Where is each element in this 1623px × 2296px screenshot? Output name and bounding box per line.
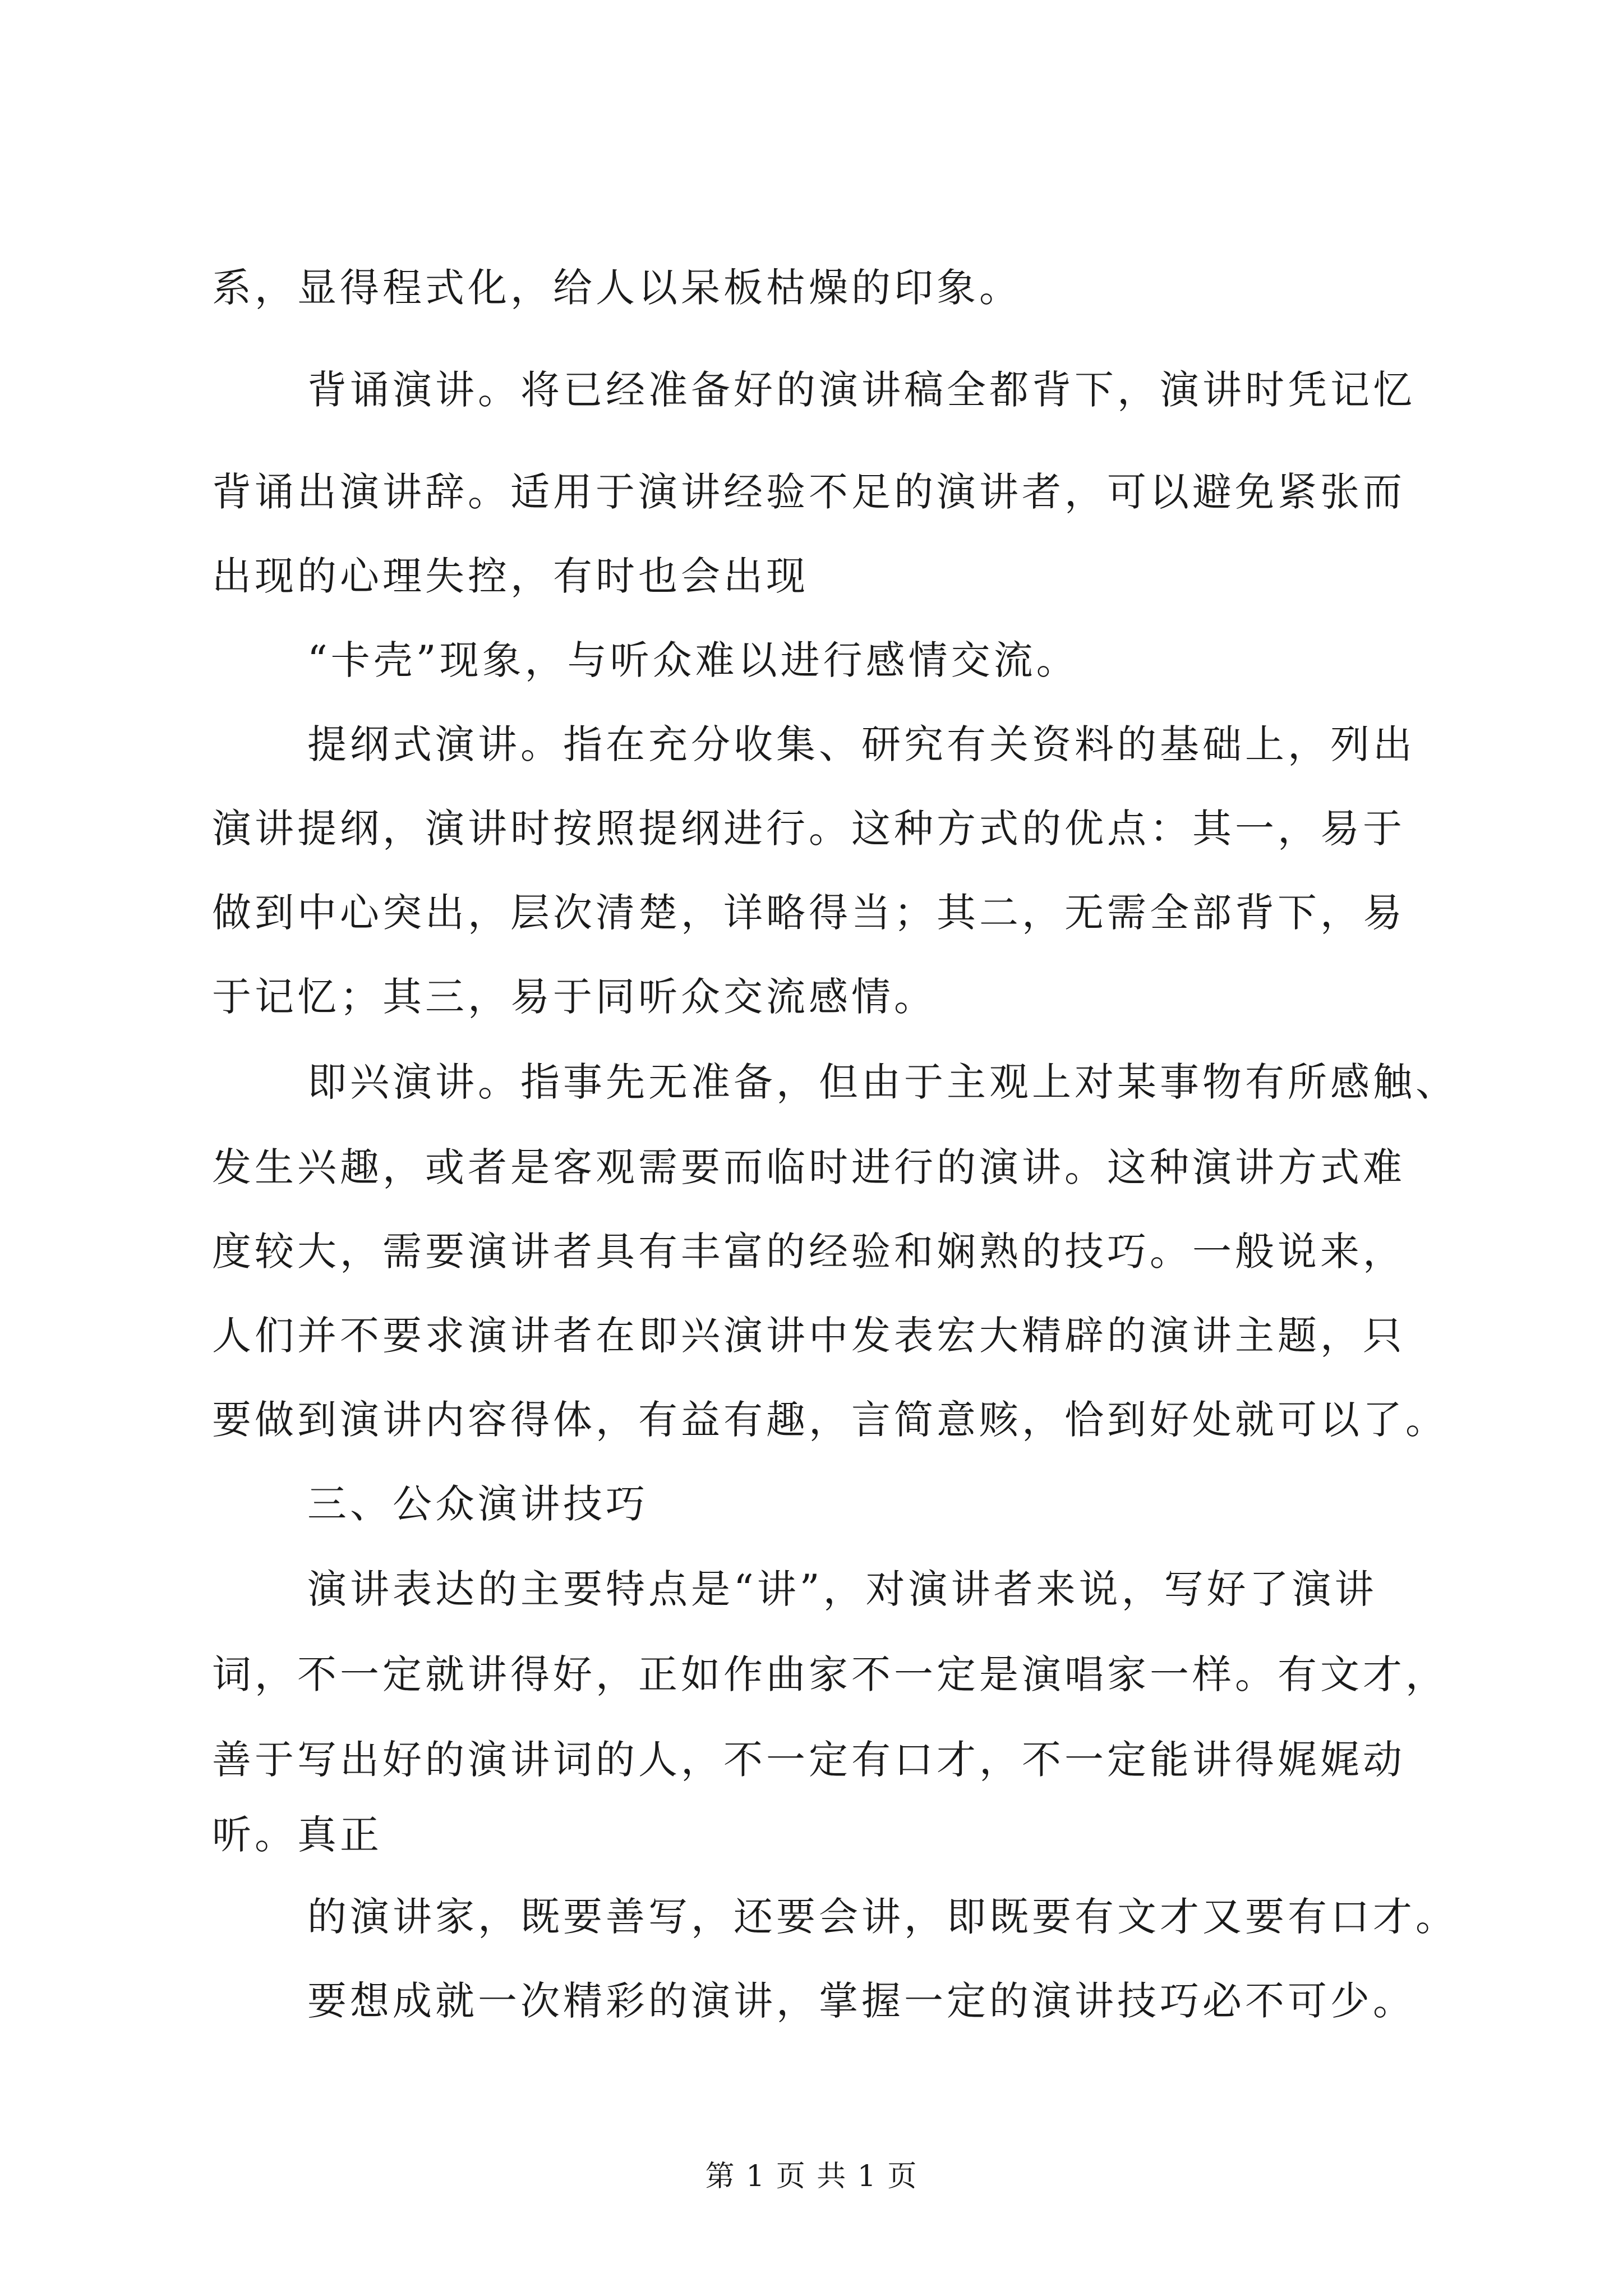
- text-line: 要想成就一次精彩的演讲，掌握一定的演讲技巧必不可少。: [307, 1978, 1415, 2024]
- text-line: 发生兴趣，或者是客观需要而临时进行的演讲。这种演讲方式难: [212, 1144, 1405, 1190]
- section-heading: 三、公众演讲技巧: [307, 1481, 648, 1527]
- text-line: “卡壳”现象，与听众难以进行感情交流。: [307, 637, 1079, 683]
- text-line: 人们并不要求演讲者在即兴演讲中发表宏大精辟的演讲主题，只: [212, 1313, 1405, 1359]
- text-line: 善于写出好的演讲词的人，不一定有口才，不一定能讲得娓娓动: [212, 1737, 1405, 1783]
- text-line: 背诵演讲。将已经准备好的演讲稿全都背下，演讲时凭记忆: [307, 367, 1415, 413]
- text-line: 于记忆；其三，易于同听众交流感情。: [212, 974, 937, 1020]
- page-number-footer: 第 1 页 共 1 页: [705, 2160, 918, 2193]
- text-line: 做到中心突出，层次清楚，详略得当；其二，无需全部背下，易: [212, 890, 1405, 936]
- text-line: 演讲提纲，演讲时按照提纲进行。这种方式的优点：其一，易于: [212, 806, 1405, 852]
- text-line: 提纲式演讲。指在充分收集、研究有关资料的基础上，列出: [307, 721, 1415, 767]
- text-line: 演讲表达的主要特点是“讲”，对演讲者来说，写好了演讲: [307, 1566, 1377, 1612]
- text-line: 背诵出演讲辞。适用于演讲经验不足的演讲者，可以避免紧张而: [212, 469, 1405, 515]
- text-line: 即兴演讲。指事先无准备，但由于主观上对某事物有所感触、: [307, 1059, 1458, 1105]
- text-line: 的演讲家，既要善写，还要会讲，即既要有文才又要有口才。: [307, 1894, 1458, 1940]
- text-line: 听。真正: [212, 1812, 382, 1858]
- text-line: 系，显得程式化，给人以呆板枯燥的印象。: [212, 265, 1022, 311]
- text-line: 度较大，需要演讲者具有丰富的经验和娴熟的技巧。一般说来，: [212, 1228, 1405, 1274]
- text-line: 出现的心理失控，有时也会出现: [212, 553, 809, 599]
- text-line: 要做到演讲内容得体，有益有趣，言简意赅，恰到好处就可以了。: [212, 1397, 1448, 1443]
- text-line: 词，不一定就讲得好，正如作曲家不一定是演唱家一样。有文才，: [212, 1651, 1448, 1697]
